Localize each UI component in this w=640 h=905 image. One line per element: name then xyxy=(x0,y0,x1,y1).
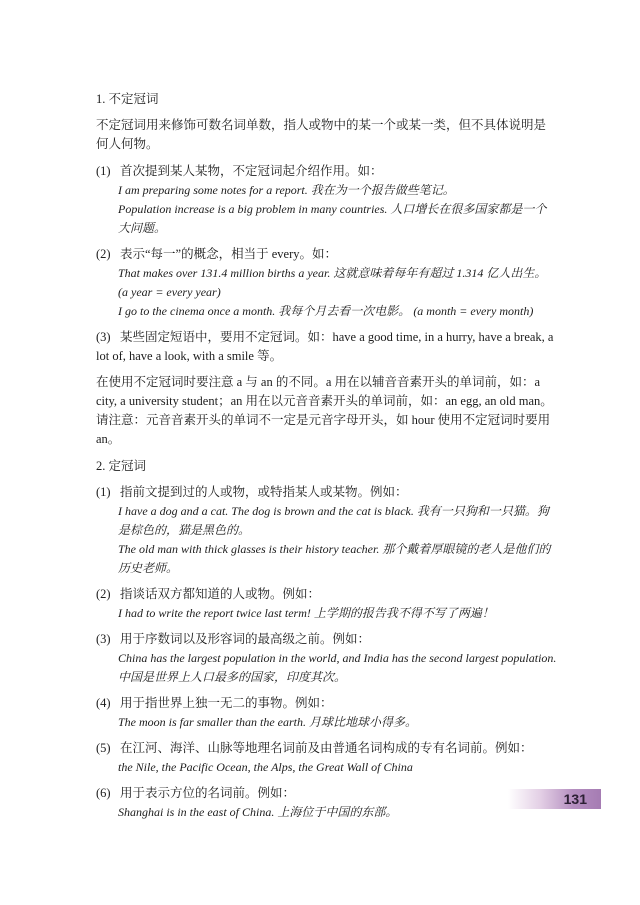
example-english: China has the largest population in the world, and India has the second largest population. xyxy=(118,651,557,665)
example-english: Shanghai is in the east of China. xyxy=(118,805,275,819)
example-english: I am preparing some notes for a report. xyxy=(118,183,308,197)
section-1-items xyxy=(96,162,558,366)
list-item xyxy=(96,630,558,687)
item-number: (2) xyxy=(96,247,111,261)
example-chinese: 中国是世界上人口最多的国家，印度其次。 xyxy=(118,670,347,684)
example-english: the Nile, the Pacific Ocean, the Alps, the Great Wall of China xyxy=(118,760,413,774)
section-1-intro: 不定冠词用来修饰可数名词单数，指人或物中的某一个或某一类，但不具体说明是何人何物。 xyxy=(96,118,547,151)
section-1-heading: 1. 不定冠词 xyxy=(96,92,159,106)
example-chinese: 我每个月去看一次电影。 xyxy=(278,304,411,318)
example-english: I go to the cinema once a month. xyxy=(118,304,276,318)
item-text: 用于指世界上独一无二的事物。例如： xyxy=(120,696,333,710)
example-chinese: 上海位于中国的东部。 xyxy=(277,805,398,819)
example-chinese: 这就意味着每年有超过 1.314 亿人出生。 xyxy=(333,266,547,280)
example-sentence xyxy=(96,200,558,238)
example-equivalence: (a year = every year) xyxy=(118,285,221,299)
example-chinese: 我有一只狗和一只猫。狗是棕色的，猫是黑色的。 xyxy=(118,504,549,537)
item-number: (4) xyxy=(96,696,111,710)
example-sentence xyxy=(96,649,558,687)
item-rule xyxy=(96,585,558,604)
page-number: 131 xyxy=(563,791,587,807)
example-sentence xyxy=(96,758,558,777)
example-sentence xyxy=(96,283,558,302)
example-sentence xyxy=(96,264,558,283)
list-item xyxy=(96,784,558,822)
list-item xyxy=(96,694,558,732)
example-english: I had to write the report twice last term! xyxy=(118,606,311,620)
example-chinese: 月球比地球小得多。 xyxy=(309,715,418,729)
item-rule xyxy=(96,328,558,366)
list-item xyxy=(96,162,558,238)
example-sentence xyxy=(96,803,558,822)
item-number: (5) xyxy=(96,741,111,755)
item-text: 指前文提到过的人或物，或特指某人或某物。例如： xyxy=(120,485,408,499)
item-rule xyxy=(96,483,558,502)
list-item xyxy=(96,245,558,321)
page-number-tab xyxy=(508,789,601,809)
item-text: 首次提到某人某物，不定冠词起介绍作用。如： xyxy=(120,164,383,178)
item-rule xyxy=(96,630,558,649)
item-text: 某些固定短语中，要用不定冠词。如：have a good time, in a hurry, have a break, a lot of, have a look, with a smile 等。 xyxy=(96,330,554,363)
item-text: 指谈话双方都知道的人或物。例如： xyxy=(120,587,321,601)
page-content xyxy=(96,90,558,829)
item-text: 用于序数词以及形容词的最高级之前。例如： xyxy=(120,632,371,646)
list-item xyxy=(96,328,558,366)
example-english: Population increase is a big problem in many countries. xyxy=(118,202,388,216)
item-number: (3) xyxy=(96,330,111,344)
section-2-heading: 2. 定冠词 xyxy=(96,459,147,473)
item-rule xyxy=(96,784,558,803)
example-sentence xyxy=(96,713,558,732)
item-text: 用于表示方位的名词前。例如： xyxy=(120,786,296,800)
example-english: That makes over 131.4 million births a year. xyxy=(118,266,331,280)
item-number: (3) xyxy=(96,632,111,646)
example-english: The old man with thick glasses is their history teacher. xyxy=(118,542,380,556)
item-rule xyxy=(96,694,558,713)
example-chinese: 那个戴着厚眼镜的老人是他们的历史老师。 xyxy=(118,542,551,575)
example-equivalence: (a month = every month) xyxy=(413,304,534,318)
example-chinese: 上学期的报告我不得不写了两遍！ xyxy=(313,606,494,620)
item-number: (6) xyxy=(96,786,111,800)
item-rule xyxy=(96,245,558,264)
example-english: The moon is far smaller than the earth. xyxy=(118,715,306,729)
item-number: (2) xyxy=(96,587,111,601)
item-text: 在江河、海洋、山脉等地理名词前及由普通名词构成的专有名词前。例如： xyxy=(120,741,533,755)
item-number: (1) xyxy=(96,164,111,178)
example-sentence xyxy=(96,502,558,540)
item-rule xyxy=(96,739,558,758)
example-chinese: 我在为一个报告做些笔记。 xyxy=(310,183,455,197)
section-1-note: 在使用不定冠词时要注意 a 与 an 的不同。a 用在以辅音音素开头的单词前，如：a city, a university student；an 用在以元音音素开头的单词前，如：an egg, an old man。请注意：元音音素开头的单词不一定是元音字母开头，如 hour 使用不定冠词时要用 an。 xyxy=(96,375,553,446)
example-sentence xyxy=(96,302,558,321)
section-2-items xyxy=(96,483,558,822)
item-text: 表示“每一”的概念，相当于 every。如： xyxy=(120,247,337,261)
item-rule xyxy=(96,162,558,181)
list-item xyxy=(96,739,558,777)
list-item xyxy=(96,483,558,578)
example-sentence xyxy=(96,540,558,578)
example-chinese: 人口增长在很多国家都是一个大问题。 xyxy=(118,202,547,235)
item-number: (1) xyxy=(96,485,111,499)
example-sentence xyxy=(96,604,558,623)
example-english: I have a dog and a cat. The dog is brown and the cat is black. xyxy=(118,504,414,518)
example-sentence xyxy=(96,181,558,200)
list-item xyxy=(96,585,558,623)
